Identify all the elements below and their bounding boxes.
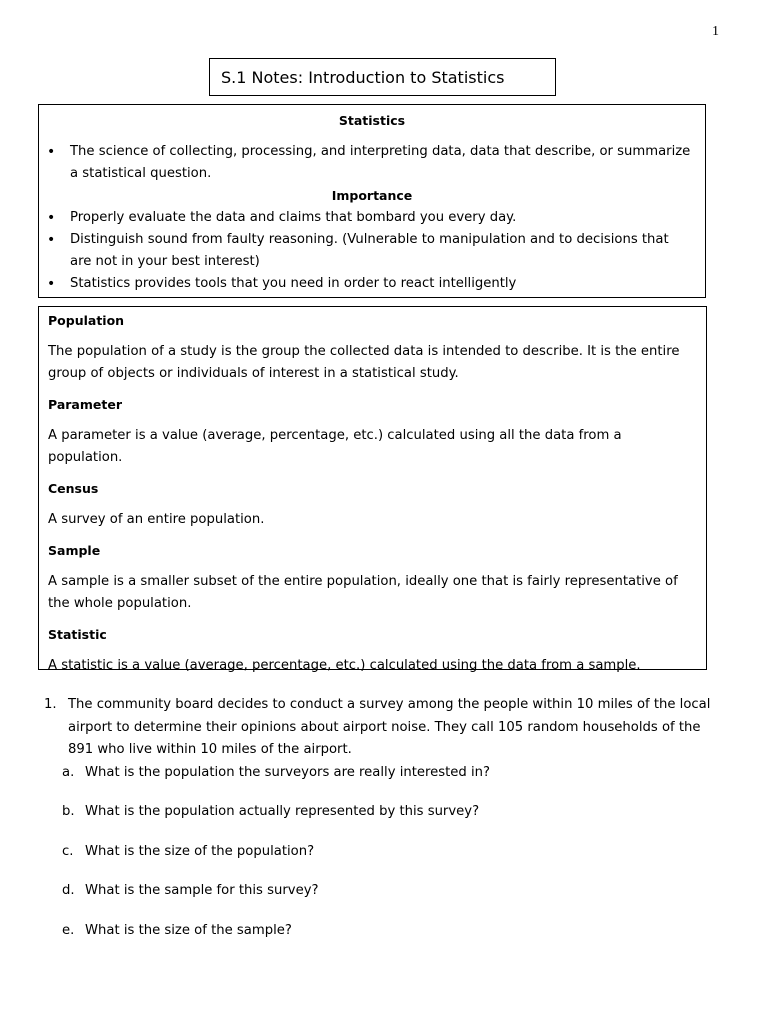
definition-text: A sample is a smaller subset of the entire population, ideally one that is fairly representative of the whole population. [48, 574, 678, 611]
question-part [44, 920, 724, 943]
statistics-heading: Statistics [338, 113, 406, 128]
importance-heading: Importance [331, 188, 413, 203]
importance-item: • Distinguish sound from faulty reasoning. (Vulnerable to manipulation and to decisions that are not in your best interest) [39, 229, 705, 273]
page-title: S.1 Notes: Introduction to Statistics [209, 58, 556, 96]
importance-item: • Properly evaluate the data and claims that bombard you every day. [39, 207, 705, 229]
question-part-text: What is the size of the population? [85, 843, 315, 859]
question-part [44, 762, 724, 785]
question-part [44, 841, 724, 864]
definition-term: Census [48, 481, 99, 496]
page-number: 1 [712, 24, 719, 39]
question-part [44, 880, 724, 903]
definition-text: A parameter is a value (average, percentage, etc.) calculated using all the data from a population. [48, 428, 622, 465]
definition-term: Sample [48, 543, 101, 558]
definition-term: Parameter [48, 397, 122, 412]
definitions-box [38, 306, 707, 673]
definition-text: The population of a study is the group the collected data is intended to describe. It is the entire group of objects or individuals of interest in a statistical study. [48, 344, 680, 381]
question-part-letter: d. [62, 883, 75, 898]
definition-term: Statistic [48, 627, 107, 642]
question-section [44, 694, 724, 942]
definition-term: Population [48, 313, 125, 328]
statistics-definition: • The science of collecting, processing, and interpreting data, data that describe, or summarize a statistical question. [39, 141, 705, 185]
question-part-text: What is the size of the sample? [85, 922, 292, 938]
question-part-letter: c. [62, 843, 74, 859]
question-number: 1. [44, 697, 57, 712]
question-part-letter: e. [62, 922, 75, 938]
question-text: The community board decides to conduct a survey among the people within 10 miles of the local airport to determine their opinions about airport noise. They call 105 random households of the 891 who live within 10 miles of the airport. [68, 697, 711, 757]
statistics-box [38, 104, 706, 298]
question-part-letter: b. [62, 804, 75, 819]
importance-item: • Statistics provides tools that you need in order to react intelligently [39, 273, 705, 295]
question-item [44, 694, 724, 762]
question-part-text: What is the population actually represented by this survey? [85, 804, 480, 819]
question-part-text: What is the sample for this survey? [85, 883, 319, 898]
importance-list [39, 207, 705, 295]
definition-text: A survey of an entire population. [48, 512, 265, 527]
question-part-letter: a. [62, 764, 75, 780]
definition-text: A statistic is a value (average, percentage, etc.) calculated using the data from a sample. [48, 658, 641, 673]
question-part [44, 801, 724, 824]
question-part-text: What is the population the surveyors are really interested in? [85, 764, 490, 780]
statistics-definition-list [39, 141, 705, 185]
